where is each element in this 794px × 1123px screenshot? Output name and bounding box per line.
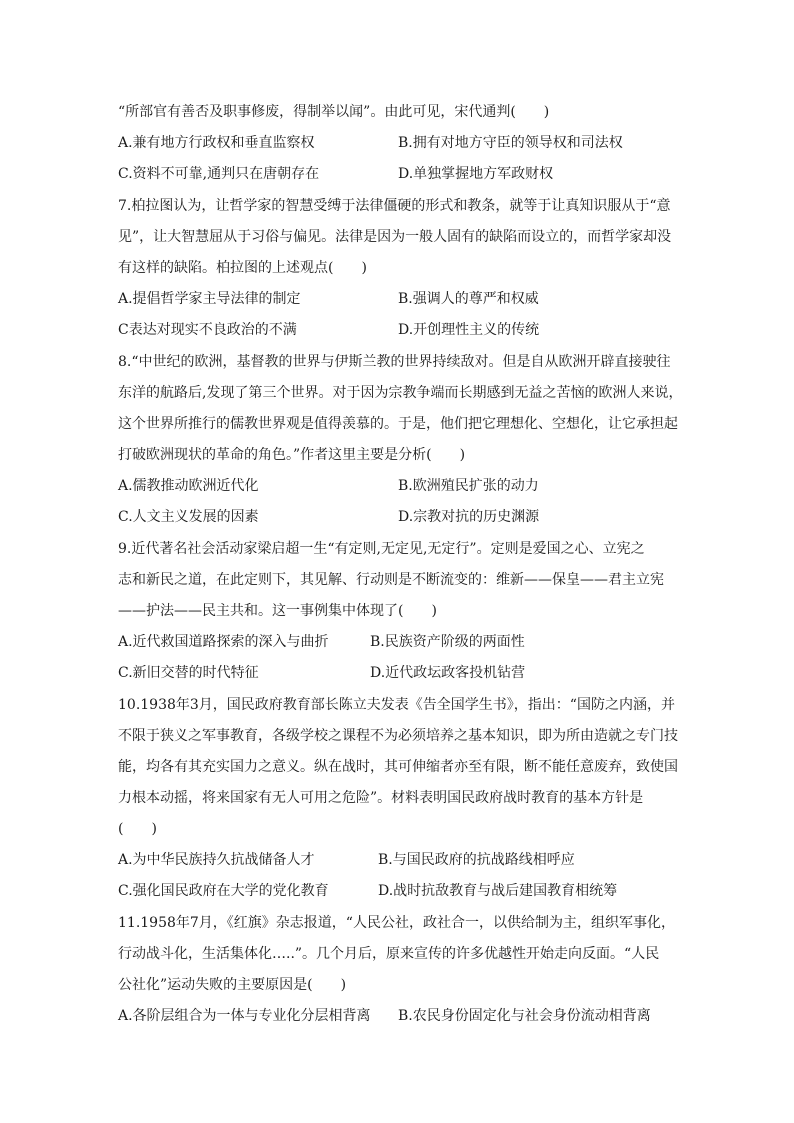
q6-option-a[interactable]: A.兼有地方行政权和垂直监察权 (118, 135, 315, 151)
q7-stem-line: 见”，让大智慧屈从于习俗与偏见。法律是因为一般人固有的缺陷而设立的，而哲学家却没 (118, 229, 672, 245)
q7-option-b[interactable]: B.强调人的尊严和权威 (398, 291, 539, 307)
q8-option-d[interactable]: D.宗教对抗的历史渊源 (398, 509, 540, 525)
q10-option-a[interactable]: A.为中华民族持久抗战储备人才 (118, 852, 315, 868)
q8-stem-line: 8.“中世纪的欧洲，基督教的世界与伊斯兰教的世界持续敌对。但是自从欧洲开辟直接驶往 (118, 354, 671, 370)
q7-option-d[interactable]: D.开创理性主义的传统 (398, 322, 540, 338)
q11-option-b[interactable]: B.农民身份固定化与社会身份流动相背离 (398, 1008, 651, 1024)
q11-option-a[interactable]: A.各阶层组合为一体与专业化分层相背离 (118, 1008, 371, 1024)
q9-options-row-2 (118, 663, 678, 683)
q10-stem-line: 不限于狭义之军事教育，各级学校之课程不为必须培养之基本知识，即为所由造就之专门技 (118, 728, 678, 744)
q10-stem-line: 力根本动摇，将来国家有无人可用之危险”。材料表明国民政府战时教育的基本方针是 (118, 790, 644, 806)
q6-option-b[interactable]: B.拥有对地方守臣的领导权和司法权 (398, 135, 623, 151)
q9-stem-line: ——护法——民主共和。这一事例集中体现了( ) (118, 603, 437, 619)
q8-option-b[interactable]: B.欧洲殖民扩张的动力 (398, 478, 539, 494)
q8-stem-line: 打破欧洲现状的革命的角色。”作者这里主要是分析( ) (118, 447, 466, 463)
q10-stem-line: 能，均各有其充实国力之意义。纵在战时，其可伸缩者亦至有限，断不能任意废弃，致使国 (118, 759, 678, 775)
q8-option-c[interactable]: C.人文主义发展的因素 (118, 509, 259, 525)
q6-option-c[interactable]: C.资料不可靠,通判只在唐朝存在 (118, 166, 320, 182)
q9-option-a[interactable]: A.近代救国道路探索的深入与曲折 (118, 634, 329, 650)
q10-option-b[interactable]: B.与国民政府的抗战路线相呼应 (378, 852, 575, 868)
q8-stem-line: 东洋的航路后,发现了第三个世界。对于因为宗教争端而长期感到无益之苦恼的欧洲人来说， (118, 385, 683, 401)
q11-stem-line: 公社化”运动失败的主要原因是( ) (118, 977, 347, 993)
q7-stem-line: 有这样的缺陷。柏拉图的上述观点( ) (118, 260, 367, 276)
q7-option-a[interactable]: A.提倡哲学家主导法律的制定 (118, 291, 301, 307)
q7-options-row-2 (118, 320, 678, 340)
q6-stem-line: “所部官有善否及职事修废，得制举以闻”。由此可见，宋代通判( ) (118, 104, 550, 120)
q6-option-d[interactable]: D.单独掌握地方军政财权 (398, 166, 554, 182)
q10-stem-line: 10.1938年3月，国民政府教育部长陈立夫发表《告全国学生书》，指出：“国防之内涵，并 (118, 697, 675, 713)
q10-option-c[interactable]: C.强化国民政府在大学的党化教育 (118, 883, 329, 899)
q8-options-row-1 (118, 476, 678, 496)
q7-options-row-1 (118, 289, 678, 309)
q6-options-row-2 (118, 164, 678, 184)
q10-option-d[interactable]: D.战时抗敌教育与战后建国教育相统筹 (378, 883, 618, 899)
q11-stem-line: 行动战斗化，生活集体化…..”。几个月后，原来宣传的许多优越性开始走向反面。“人民 (118, 946, 660, 962)
q6-options-row-1 (118, 133, 678, 153)
q11-options-row-1 (118, 1006, 678, 1026)
q8-options-row-2 (118, 507, 678, 527)
q10-stem-line: ( ) (118, 821, 157, 837)
q9-option-b[interactable]: B.民族资产阶级的两面性 (370, 634, 525, 650)
q10-options-row-1 (118, 850, 678, 870)
q9-stem-line: 志和新民之道，在此定则下，其见解、行动则是不断流变的：维新——保皇——君主立宪 (118, 572, 664, 588)
q9-stem-line: 9.近代著名社会活动家梁启超一生“有定则,无定见,无定行”。定则是爱国之心、立宪之 (118, 541, 645, 557)
q8-option-a[interactable]: A.儒教推动欧洲近代化 (118, 478, 259, 494)
q7-option-c[interactable]: C表达对现实不良政治的不满 (118, 322, 297, 338)
q8-stem-line: 这个世界所推行的儒教世界观是值得羡慕的。于是，他们把它理想化、空想化，让它承担起 (118, 416, 678, 432)
q10-options-row-2 (118, 881, 678, 901)
q9-options-row-1 (118, 632, 678, 652)
q7-stem-line: 7.柏拉图认为，让哲学家的智慧受缚于法律僵硬的形式和教条，就等于让真知识服从于“意 (118, 198, 671, 214)
q9-option-d[interactable]: D.近代政坛政客投机钻营 (370, 665, 526, 681)
q9-option-c[interactable]: C.新旧交替的时代特征 (118, 665, 259, 681)
q11-stem-line: 11.1958年7月，《红旗》杂志报道，“人民公社，政社合一，以供给制为主，组织军事化， (118, 915, 675, 931)
